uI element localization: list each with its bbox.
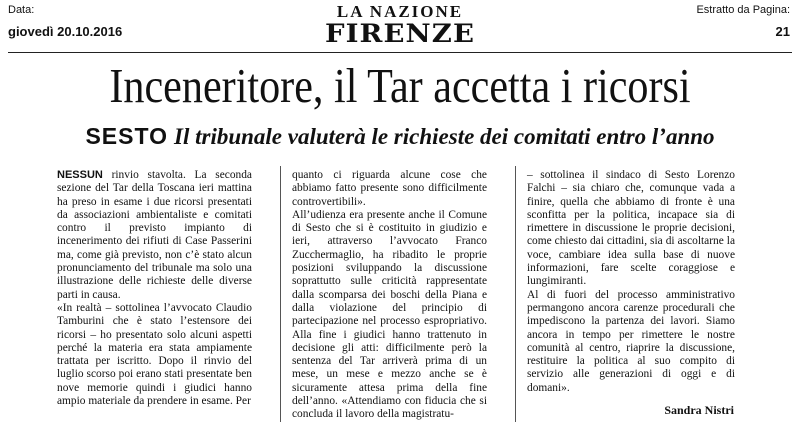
date-value: giovedì 20.10.2016 bbox=[8, 24, 123, 39]
masthead-title: LA NAZIONE bbox=[336, 2, 464, 21]
column-divider bbox=[280, 166, 281, 422]
paragraph bbox=[57, 169, 252, 302]
extract-label: Estratto da Pagina: bbox=[696, 4, 790, 16]
subtitle: Il tribunale valuterà le richieste dei comitati entro l’anno bbox=[174, 124, 715, 149]
lead-word: NESSUN bbox=[57, 169, 103, 181]
paragraph: All’udienza era presente anche il Comune di Sesto che si è costituito in giudizio e ieri, attraverso l’avvocato Franco Zucchermaglio, ha ribadito le proprie posizioni sviluppando la discussione soprattutto sulle criticità rappresentate dalla scomparsa dei boschi della Piana e dalla violazione del principio di partecipazione nel processo espropriativo. Alla fine i giudici hanno trattenuto in decisione gli atti: difficilmente però la sentenza del Tar arriverà prima di un mese, un mese e mezzo anche se è sicuramente attesa prima della fine dell’anno. «Attendiamo con fiducia che si concluda il lavoro della magistratu- bbox=[292, 208, 487, 421]
article-column-2 bbox=[292, 169, 487, 422]
paragraph: «In realtà – sottolinea l’avvocato Claudio Tamburini che è stato l’estensore dei ricorsi – ho presentato solo alcuni aspetti perché la materia era stata ampiamente trattata per iscritto. Dopo il rinvio del luglio scorso poi erano stati presentate ben nove memorie quindi i giudici hanno ampio materiale da prendere in esame. Per bbox=[57, 301, 252, 408]
masthead-city: FIRENZE bbox=[324, 19, 476, 48]
column-divider bbox=[515, 166, 516, 422]
header-divider bbox=[8, 52, 792, 53]
page-number: 21 bbox=[775, 24, 790, 39]
kicker: SESTO bbox=[85, 123, 169, 149]
article-column-3 bbox=[527, 169, 735, 395]
article-column-1 bbox=[57, 169, 252, 408]
paragraph: Al di fuori del processo amministrativo permangono ancora carenze procedurali che impediscono la partenza dei lavori. Siamo ancora in tempo per rimettere le nostre comunità al centro, riaprire la discussione, restituire la politica al suo compito di servizio alle generazioni di oggi e di domani». bbox=[527, 288, 735, 394]
paragraph-text: rinvio stavolta. La seconda sezione del Tar della Toscana ieri mattina ha preso in esame i due ricorsi presentati da associazioni ambientaliste e comitati contro il previsto impianto di incenerimento dei rifiuti di Case Passerini ma, come già previsto, non c’è stato alcun pronunciamento del tribunale ma solo una illustrazione delle richieste delle diverse parti in causa. bbox=[57, 169, 252, 301]
paragraph: – sottolinea il sindaco di Sesto Lorenzo Falchi – sia chiaro che, comunque vada a finire, quella che abbiamo di fronte è una sconfitta per la politica, incapace sia di rimettere in discussione le proprie decisioni, come chiesto dai cittadini, sia di ascoltarne la voce, cambiare idea sulla base di nuove informazioni, fare scelte coraggiose e lungimiranti. bbox=[527, 169, 735, 288]
subhead bbox=[0, 123, 800, 150]
date-label: Data: bbox=[8, 4, 35, 16]
headline: Inceneritore, il Tar accetta i ricorsi bbox=[109, 58, 691, 113]
paragraph: quanto ci riguarda alcune cose che abbiamo fatto presente sono difficilmente controvertibili». bbox=[292, 169, 487, 208]
byline: Sandra Nistri bbox=[664, 403, 734, 417]
